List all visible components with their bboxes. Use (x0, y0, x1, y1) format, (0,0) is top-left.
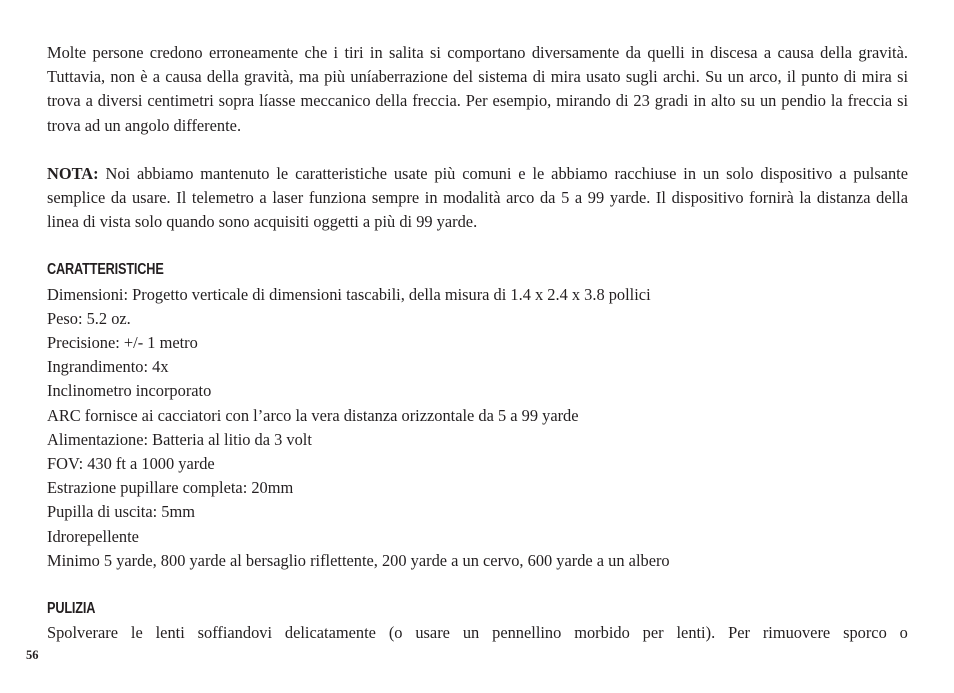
features-item: Dimensioni: Progetto verticale di dimensioni tascabili, della misura di 1.4 x 2.4 x 3.8 pollici (47, 284, 651, 304)
features-item: Minimo 5 yarde, 800 yarde al bersaglio riflettente, 200 yarde a un cervo, 600 yarde a un albero (47, 550, 670, 570)
cleaning-word: soffiandovi (197, 623, 273, 643)
cleaning-heading: PULIZIA (47, 600, 96, 618)
intro-paragraph: Molte persone credono erroneamente che i tiri in salita si comportano diversamente da quelli in discesa a causa della gravità. Tuttavia, non è a causa della gravità, ma più uníaberrazione del sistema di mira usato sugli archi. Su un arco, il punto di mira si trova a diversi centimetri sopra líasse meccanico della freccia. Per esempio, mirando di 23 gradi in alto su un pendio la freccia si trova ad un angolo differente. (47, 43, 908, 135)
features-item: Precisione: +/- 1 metro (47, 333, 198, 353)
features-item: Alimentazione: Batteria al litio da 3 volt (47, 429, 312, 449)
cleaning-word: (o (388, 623, 403, 643)
cleaning-word: morbido (574, 623, 630, 643)
features-item: Peso: 5.2 oz. (47, 308, 131, 328)
cleaning-word: rimuovere (762, 623, 831, 643)
features-item: Ingrandimento: 4x (47, 357, 169, 377)
manual-page (47, 41, 908, 645)
page-number: 56 (26, 648, 39, 662)
cleaning-word: sporco (843, 623, 887, 643)
note-text: Noi abbiamo mantenuto le caratteristiche usate più comuni e le abbiamo racchiuse in un solo dispositivo a pulsante semplice da usare. Il telemetro a laser funziona sempre in modalità arco da 5 a 99 yarde. Il dispositivo fornirà la distanza della linea di vista solo quando sono acquisiti oggetti a più di 99 yarde. (47, 163, 908, 232)
features-item: Idrorepellente (47, 526, 139, 546)
cleaning-word: o (899, 623, 908, 643)
cleaning-word: Per (728, 623, 750, 643)
cleaning-word: pennellino (492, 623, 562, 643)
cleaning-word: delicatamente (284, 623, 376, 643)
cleaning-word: le (130, 623, 143, 643)
cleaning-word: per (642, 623, 664, 643)
cleaning-word: Spolverare (47, 623, 118, 643)
note-paragraph (47, 162, 908, 235)
features-heading: CARATTERISTICHE (47, 261, 164, 279)
cleaning-paragraph (47, 621, 908, 645)
features-list (47, 283, 908, 573)
cleaning-word: lenti (155, 623, 185, 643)
cleaning-word: un (462, 623, 480, 643)
features-item: ARC fornisce ai cacciatori con l’arco la vera distanza orizzontale da 5 a 99 yarde (47, 405, 579, 425)
cleaning-word: usare (415, 623, 450, 643)
features-item: Estrazione pupillare completa: 20mm (47, 478, 294, 498)
features-item: Pupilla di uscita: 5mm (47, 502, 195, 522)
note-label: NOTA: (47, 163, 99, 183)
features-item: FOV: 430 ft a 1000 yarde (47, 454, 215, 474)
features-item: Inclinometro incorporato (47, 381, 212, 401)
cleaning-word: lenti). (676, 623, 716, 643)
